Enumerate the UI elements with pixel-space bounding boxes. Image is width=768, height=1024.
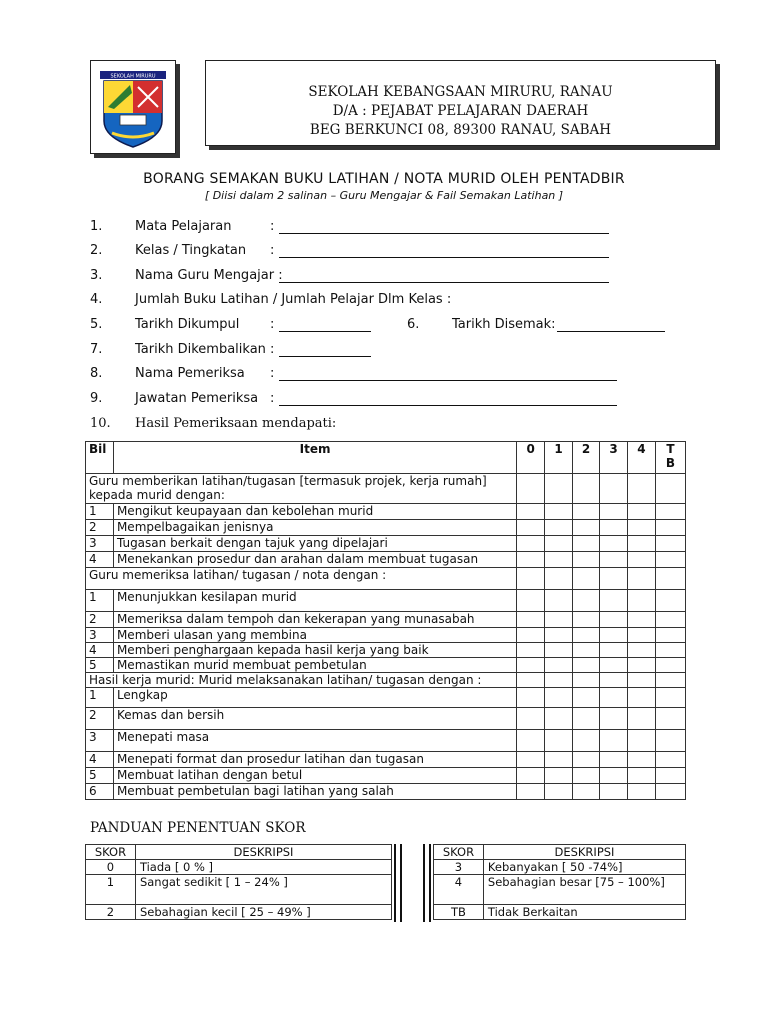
table-header: Bil Item 0 1 2 3 4 TB <box>86 442 686 474</box>
school-address-line: D/A : PEJABAT PELAJARAN DAERAH <box>332 103 589 119</box>
nama-guru-input[interactable] <box>279 282 609 283</box>
table-row: 1 Mengikut keupayaan dan kebolehan murid <box>86 504 686 520</box>
double-divider-right <box>423 844 431 922</box>
skor-row: 4 Sebahagian besar [75 – 100%] <box>434 875 686 905</box>
table-row: 3 Tugasan berkait dengan tajuk yang dipelajari <box>86 536 686 552</box>
form-title: BORANG SEMAKAN BUKU LATIHAN / NOTA MURID OLEH PENTADBIR <box>143 171 625 187</box>
table-row: 4 Menekankan prosedur dan arahan dalam membuat tugasan <box>86 552 686 568</box>
section-row: Guru memeriksa latihan/ tugasan / nota dengan : <box>86 568 686 590</box>
school-name: SEKOLAH KEBANGSAAN MIRURU, RANAU <box>308 84 613 100</box>
school-header <box>205 60 716 146</box>
jawatan-pemeriksa-input[interactable] <box>279 405 617 406</box>
school-postal-line: BEG BERKUNCI 08, 89300 RANAU, SABAH <box>309 122 612 138</box>
skor-table-right: SKOR DESKRIPSI 3 Kebanyakan [ 50 -74%] 4 Sebahagian besar [75 – 100%] TB Tidak Berkaitan <box>433 844 686 920</box>
table-row: 4 Menepati format dan prosedur latihan dan tugasan <box>86 752 686 768</box>
skor-table-left: SKOR DESKRIPSI 0 Tiada [ 0 % ] 1 Sangat sedikit [ 1 – 24% ] 2 Sebahagian kecil [ 25 – 49% ] <box>85 844 392 920</box>
school-logo <box>90 60 176 154</box>
tarikh-disemak-input[interactable] <box>557 331 665 332</box>
panduan-title: PANDUAN PENENTUAN SKOR <box>90 820 306 836</box>
table-row: 2 Memeriksa dalam tempoh dan kekerapan yang munasabah <box>86 612 686 628</box>
section-row: Hasil kerja murid: Murid melaksanakan latihan/ tugasan dengan : <box>86 673 686 688</box>
table-row: 5 Membuat latihan dengan betul <box>86 768 686 784</box>
checklist-table <box>85 441 686 800</box>
table-row: 2 Mempelbagaikan jenisnya <box>86 520 686 536</box>
table-row: 4 Memberi penghargaan kepada hasil kerja yang baik <box>86 643 686 658</box>
skor-row: TB Tidak Berkaitan <box>434 905 686 920</box>
table-row: 5 Memastikan murid membuat pembetulan <box>86 658 686 673</box>
tarikh-dikembalikan-input[interactable] <box>279 356 371 357</box>
svg-text:SEKOLAH MIRURU: SEKOLAH MIRURU <box>110 73 156 80</box>
section-row: Guru memberikan latihan/tugasan [termasuk projek, kerja rumah] kepada murid dengan: <box>86 474 686 504</box>
skor-row: 1 Sangat sedikit [ 1 – 24% ] <box>86 875 392 905</box>
double-divider-left <box>394 844 402 922</box>
table-row: 1 Lengkap <box>86 688 686 708</box>
skor-row: 0 Tiada [ 0 % ] <box>86 860 392 875</box>
skor-row: 3 Kebanyakan [ 50 -74%] <box>434 860 686 875</box>
table-row: 6 Membuat pembetulan bagi latihan yang salah <box>86 784 686 800</box>
skor-row: 2 Sebahagian kecil [ 25 – 49% ] <box>86 905 392 920</box>
school-crest-icon <box>94 63 172 149</box>
kelas-input[interactable] <box>279 257 609 258</box>
table-row: 3 Menepati masa <box>86 730 686 752</box>
table-row: 2 Kemas dan bersih <box>86 708 686 730</box>
table-row: 3 Memberi ulasan yang membina <box>86 628 686 643</box>
mata-pelajaran-input[interactable] <box>279 233 609 234</box>
tarikh-dikumpul-input[interactable] <box>279 331 371 332</box>
form-subtitle: [ Diisi dalam 2 salinan – Guru Mengajar & Fail Semakan Latihan ] <box>204 189 564 202</box>
nama-pemeriksa-input[interactable] <box>279 380 617 381</box>
table-row: 1 Menunjukkan kesilapan murid <box>86 590 686 612</box>
